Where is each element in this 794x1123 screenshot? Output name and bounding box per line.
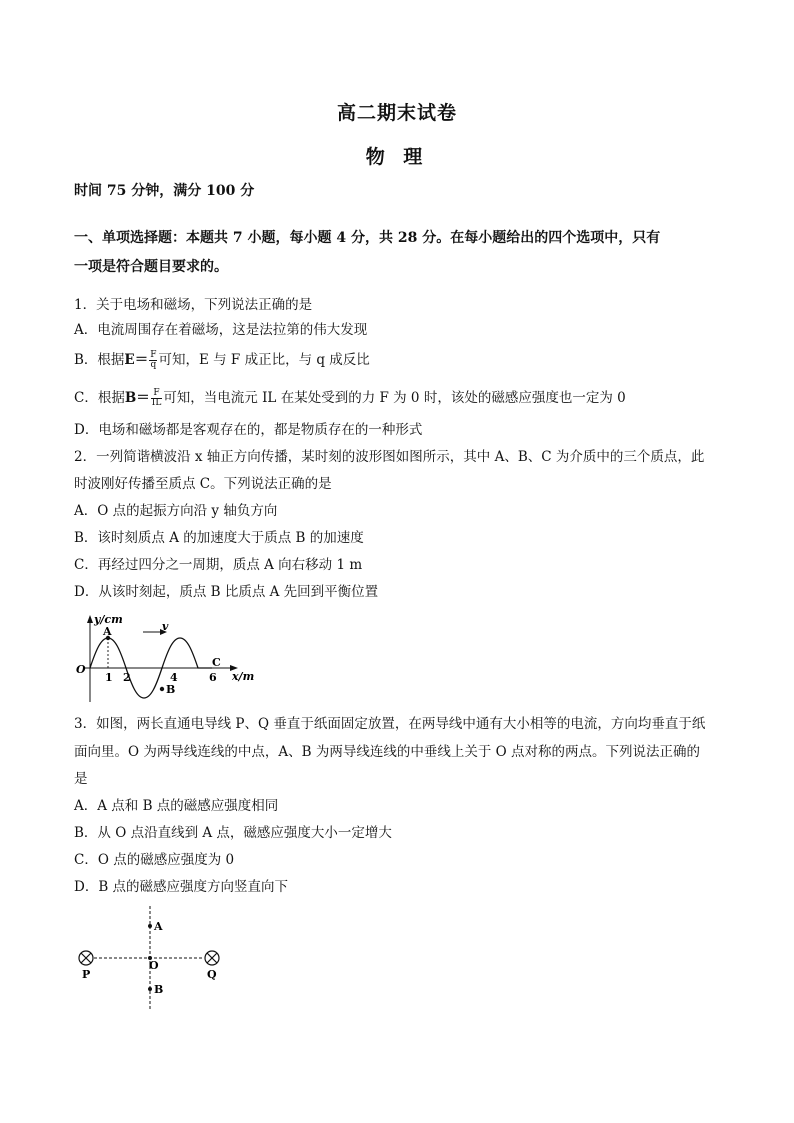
q1-c-lhs: B＝	[124, 390, 150, 406]
wire-p-icon	[79, 951, 93, 965]
wires-label-p: P	[82, 968, 91, 981]
wave-y-arrow	[87, 615, 93, 623]
page-title: 高二期末试卷	[336, 102, 457, 124]
q1-b-num: F	[150, 350, 157, 360]
q2-option-a: A．O 点的起振方向沿 y 轴负方向	[74, 503, 278, 519]
q1-c-fraction	[151, 389, 163, 408]
q1-stem: 1．关于电场和磁场，下列说法正确的是	[74, 297, 313, 313]
q1-b-fraction	[149, 351, 157, 370]
wave-figure	[70, 610, 270, 706]
wave-y-label: y/cm	[94, 613, 123, 626]
wave-tick-1: 1	[105, 671, 113, 684]
wires-point-a	[148, 924, 152, 928]
q3-option-d: D．B 点的磁感应强度方向竖直向下	[74, 879, 289, 895]
q3-stem-line2: 面向里。O 为两导线连线的中点，A、B 为两导线连线的中垂线上关于 O 点对称的两点。下列说法正确的	[74, 744, 700, 760]
wave-point-b	[160, 687, 164, 691]
q1-b-lhs: E＝	[124, 352, 149, 368]
q1-option-b	[74, 351, 370, 370]
q1-option-c	[74, 389, 626, 408]
wave-v-label: v	[162, 620, 169, 633]
section-heading-line2: 一项是符合题目要求的。	[74, 259, 228, 275]
q2-option-c: C．再经过四分之一周期，质点 A 向右移动 1 m	[74, 557, 363, 573]
wires-label-a: A	[154, 920, 163, 933]
q1-option-a: A．电流周围存在着磁场，这是法拉第的伟大发现	[74, 322, 368, 338]
q2-option-d: D．从该时刻起，质点 B 比质点 A 先回到平衡位置	[74, 584, 379, 600]
exam-meta: 时间 75 分钟，满分 100 分	[74, 183, 255, 199]
wires-point-b	[148, 987, 152, 991]
wave-tick-4: 4	[170, 671, 178, 684]
wave-origin-label: O	[76, 663, 86, 676]
q1-c-den: IL	[151, 398, 162, 408]
q3-stem-line3: 是	[74, 771, 88, 787]
q1-b-den: q	[150, 360, 157, 370]
q3-option-b: B．从 O 点沿直线到 A 点，磁感应强度大小一定增大	[74, 825, 392, 841]
q2-stem-line1: 2．一列简谐横波沿 x 轴正方向传播，某时刻的波形图如图所示，其中 A、B、C 为介质中的三个质点，此	[74, 449, 705, 465]
q3-option-c: C．O 点的磁感应强度为 0	[74, 852, 235, 868]
wave-label-a: A	[103, 625, 112, 638]
q1-b-post: 可知，E 与 F 成正比，与 q 成反比	[158, 352, 370, 368]
wave-tick-6: 6	[209, 671, 217, 684]
section-heading-line1: 一、单项选择题：本题共 7 小题，每小题 4 分，共 28 分。在每小题给出的四个选项中，只有	[74, 230, 661, 246]
wire-q-icon	[205, 951, 219, 965]
wave-label-b: B	[166, 683, 176, 696]
wave-x-label: x/m	[232, 670, 255, 683]
q1-option-d: D．电场和磁场都是客观存在的，都是物质存在的一种形式	[74, 422, 423, 438]
wires-figure	[70, 902, 240, 1014]
wave-tick-2: 2	[123, 671, 131, 684]
q1-b-pre: B．根据	[74, 352, 125, 368]
wires-label-q: Q	[207, 968, 217, 981]
subject-title: 物 理	[365, 146, 429, 168]
q3-option-a: A．A 点和 B 点的磁感应强度相同	[74, 798, 279, 814]
wires-label-o: O	[149, 959, 159, 972]
q1-c-post: 可知，当电流元 IL 在某处受到的力 F 为 0 时，该处的磁感应强度也一定为 0	[163, 390, 626, 406]
q1-c-pre: C．根据	[74, 390, 125, 406]
wires-label-b: B	[154, 983, 164, 996]
wave-label-c: C	[212, 656, 221, 669]
q2-option-b: B．该时刻质点 A 的加速度大于质点 B 的加速度	[74, 530, 364, 546]
q3-stem-line1: 3．如图，两长直通电导线 P、Q 垂直于纸面固定放置，在两导线中通有大小相等的电流，方向均垂直于纸	[74, 716, 706, 732]
q1-c-num: F	[151, 389, 163, 399]
q2-stem-line2: 时波刚好传播至质点 C。下列说法正确的是	[74, 476, 332, 492]
